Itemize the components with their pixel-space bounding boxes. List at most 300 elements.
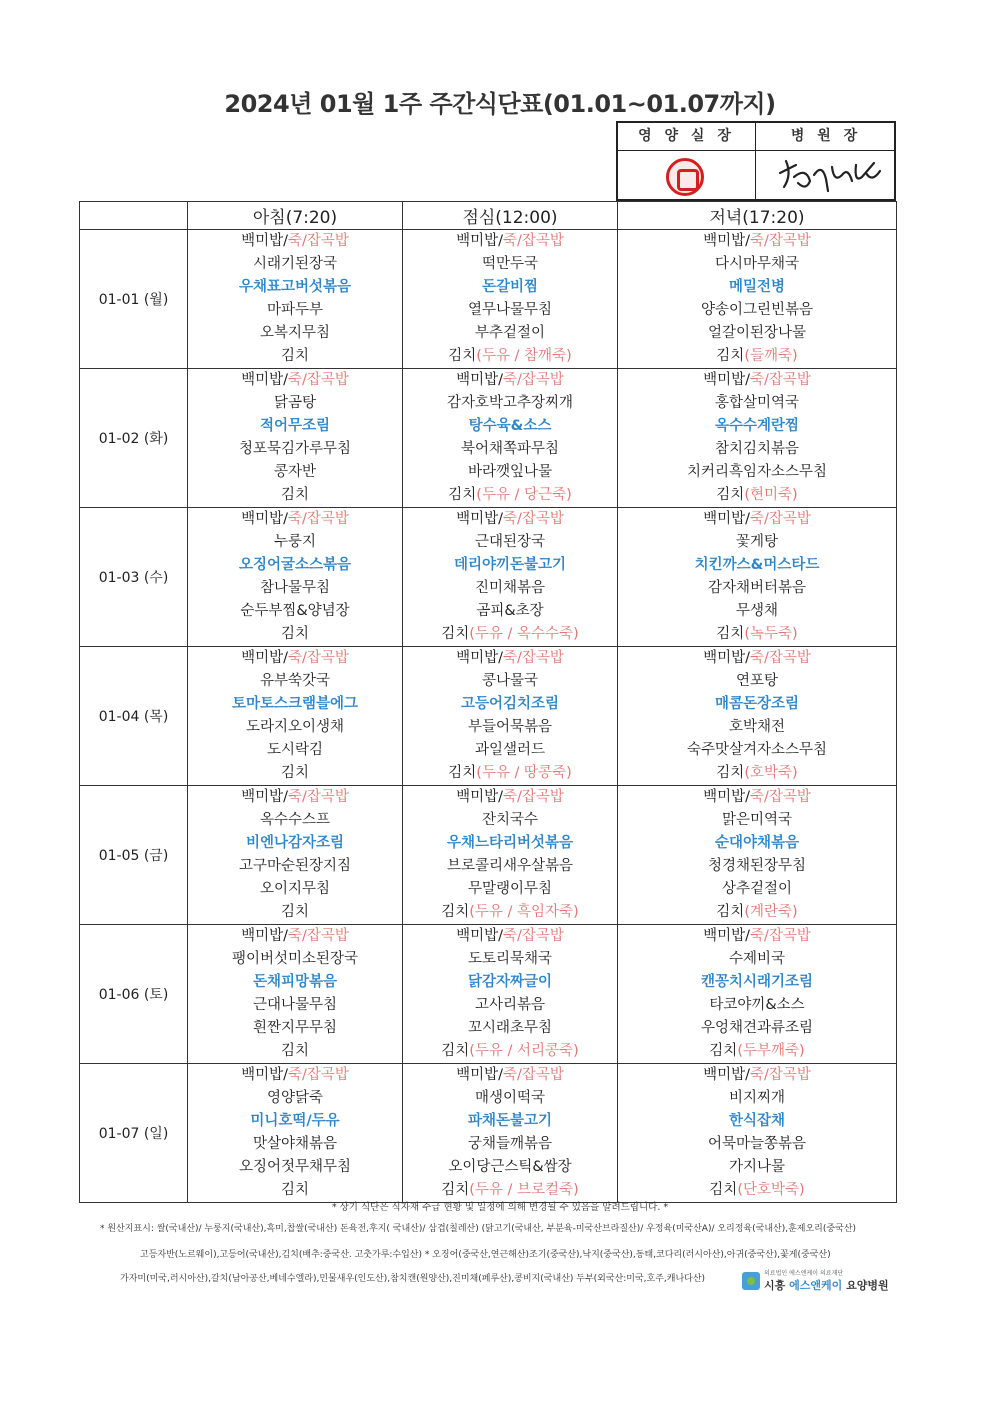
day-date: 01-02 (화) <box>80 369 188 508</box>
dish-item <box>618 948 896 971</box>
dish-text: 오이지무침 <box>259 881 331 897</box>
dish-item <box>403 1017 617 1040</box>
breakfast-cell <box>188 786 403 925</box>
rice-line <box>403 508 617 531</box>
dish-item <box>188 322 402 345</box>
breakfast-cell <box>188 369 403 508</box>
paren-open: ( <box>744 626 750 642</box>
rice-line <box>188 1064 402 1087</box>
rice-line <box>618 230 896 253</box>
dish-item <box>188 461 402 484</box>
dish-text: 적어무조림 <box>259 418 331 434</box>
hospital-logo <box>742 1268 889 1296</box>
dish-item <box>618 438 896 461</box>
dish-text: 김치 <box>441 1043 470 1059</box>
paren-open: ( <box>737 1182 743 1198</box>
dish-text: 고등어김치조림 <box>460 696 560 712</box>
dish-text: 도토리묵채국 <box>467 951 553 967</box>
porridge-extra: 현미죽 <box>749 487 793 503</box>
dish-text: 팽이버섯미소된장국 <box>231 951 359 967</box>
dish-item <box>188 438 402 461</box>
lunch-cell <box>403 230 618 369</box>
paren-close: ) <box>566 348 572 364</box>
dish-item <box>618 878 896 901</box>
dish-item <box>403 322 617 345</box>
breakfast-cell <box>188 1064 403 1203</box>
dish-item <box>188 392 402 415</box>
table-row <box>80 1064 897 1203</box>
main-dish <box>188 554 402 577</box>
dish-item <box>618 1133 896 1156</box>
dish-text: 콩나물국 <box>481 673 539 689</box>
rice-alt: 죽/잡곡밥 <box>502 650 564 666</box>
dish-text: 김치 <box>709 1043 738 1059</box>
approval-header-director: 병 원 장 <box>756 123 896 151</box>
main-dish <box>403 832 617 855</box>
dish-item <box>403 253 617 276</box>
rice-base: 백미밥/ <box>241 789 288 805</box>
paren-close: ) <box>799 1182 805 1198</box>
dish-item <box>403 670 617 693</box>
day-date: 01-03 (수) <box>80 508 188 647</box>
weekly-menu-table <box>79 201 897 1203</box>
dish-text: 오징어굴소스볶음 <box>238 557 352 573</box>
rice-alt: 죽/잡곡밥 <box>287 372 349 388</box>
dinner-cell <box>618 925 897 1064</box>
rice-line <box>188 508 402 531</box>
dish-text: 무생채 <box>735 603 779 619</box>
dish-text: 청경채된장무침 <box>707 858 807 874</box>
dish-text: 바라깻잎나물 <box>467 464 553 480</box>
dish-text: 다시마무채국 <box>714 256 800 272</box>
rice-base: 백미밥/ <box>456 928 503 944</box>
rice-base: 백미밥/ <box>241 511 288 527</box>
dish-item <box>403 855 617 878</box>
paren-close: ) <box>792 626 798 642</box>
dish-text: 근대된장국 <box>474 534 546 550</box>
porridge-extra: 두유 / 브로컬죽 <box>474 1182 574 1198</box>
lunch-cell <box>403 647 618 786</box>
dish-text: 떡만두국 <box>481 256 539 272</box>
paren-open: ( <box>744 348 750 364</box>
dish-item <box>403 1087 617 1110</box>
dish-item <box>188 878 402 901</box>
rice-line <box>403 925 617 948</box>
dish-item <box>188 809 402 832</box>
dinner-cell <box>618 508 897 647</box>
dish-item <box>618 670 896 693</box>
dish-item <box>618 716 896 739</box>
dish-text: 김치 <box>280 348 309 364</box>
dish-item <box>403 531 617 554</box>
rice-alt: 죽/잡곡밥 <box>749 1067 811 1083</box>
breakfast-cell <box>188 508 403 647</box>
rice-line <box>618 369 896 392</box>
porridge-extra: 두유 / 땅콩죽 <box>481 765 567 781</box>
rice-base: 백미밥/ <box>703 233 750 249</box>
dish-item <box>188 299 402 322</box>
dish-text: 참치김치볶음 <box>714 441 800 457</box>
dish-text: 오징어젓무채무침 <box>238 1159 352 1175</box>
rice-base: 백미밥/ <box>241 650 288 666</box>
lunch-cell <box>403 1064 618 1203</box>
main-dish <box>403 1110 617 1133</box>
dish-item <box>403 809 617 832</box>
header-breakfast: 아침(7:20) <box>188 202 403 230</box>
rice-alt: 죽/잡곡밥 <box>749 650 811 666</box>
day-date: 01-06 (토) <box>80 925 188 1064</box>
dish-item <box>188 531 402 554</box>
rice-base: 백미밥/ <box>456 511 503 527</box>
red-seal-icon <box>666 158 704 196</box>
main-dish <box>403 693 617 716</box>
dish-item <box>618 855 896 878</box>
dish-text: 맑은미역국 <box>721 812 793 828</box>
rice-alt: 죽/잡곡밥 <box>502 789 564 805</box>
origin-line-3: 가자미(미국,러시아산),갈치(남아공산,베네수엘라),민물새우(인도산),참치캔(원양산),진미채(페루산),콩비지(국내산) 두부(외국산:미국,호주,캐나다산) <box>120 1274 706 1284</box>
main-dish <box>403 276 617 299</box>
porridge-extra: 두유 / 당근죽 <box>481 487 567 503</box>
dish-text: 김치 <box>280 765 309 781</box>
dish-item <box>403 438 617 461</box>
dish-item <box>188 739 402 762</box>
rice-alt: 죽/잡곡밥 <box>502 233 564 249</box>
dish-text: 상추겉절이 <box>721 881 793 897</box>
dish-text: 진미채볶음 <box>474 580 546 596</box>
dish-text: 근대나물무침 <box>252 997 338 1013</box>
dish-text: 연포탕 <box>735 673 779 689</box>
hospital-name: 시흥 에스앤케이 요양병원 <box>764 1279 889 1292</box>
dish-text: 부추겉절이 <box>474 325 546 341</box>
lunch-cell <box>403 925 618 1064</box>
dish-text: 김치 <box>716 904 745 920</box>
rice-line <box>403 647 617 670</box>
day-date: 01-05 (금) <box>80 786 188 925</box>
dish-text: 북어채쪽파무침 <box>460 441 560 457</box>
hospital-tagline: 의료법인 에스앤케이 의료재단 <box>764 1270 844 1277</box>
rice-alt: 죽/잡곡밥 <box>287 511 349 527</box>
page-title: 2024년 01월 1주 주간식단표(01.01~01.07까지) <box>224 90 776 118</box>
dish-item <box>618 577 896 600</box>
porridge-extra: 들깨죽 <box>749 348 793 364</box>
dish-text: 꽃게탕 <box>735 534 779 550</box>
dish-text: 김치 <box>280 626 309 642</box>
day-date: 01-01 (월) <box>80 230 188 369</box>
main-dish <box>188 971 402 994</box>
dish-item <box>618 484 896 507</box>
dish-text: 한식잡채 <box>728 1113 786 1129</box>
dish-text: 영양닭죽 <box>266 1090 324 1106</box>
dish-text: 토마토스크램블에그 <box>231 696 359 712</box>
dish-item <box>403 878 617 901</box>
dish-item <box>188 1133 402 1156</box>
menu-header-row <box>80 202 897 230</box>
porridge-extra: 두유 / 옥수수죽 <box>474 626 574 642</box>
porridge-extra: 단호박죽 <box>742 1182 800 1198</box>
approval-box <box>616 121 896 201</box>
rice-base: 백미밥/ <box>456 372 503 388</box>
dish-text: 감자호박고추장찌개 <box>446 395 574 411</box>
dish-text: 김치 <box>716 348 745 364</box>
dish-text: 김치 <box>709 1182 738 1198</box>
dish-text: 옥수수스프 <box>259 812 331 828</box>
dish-item <box>403 762 617 785</box>
rice-line <box>618 925 896 948</box>
breakfast-cell <box>188 647 403 786</box>
dish-text: 시래기된장국 <box>252 256 338 272</box>
dish-item <box>188 948 402 971</box>
dish-item <box>618 345 896 368</box>
dish-item <box>403 948 617 971</box>
rice-line <box>403 230 617 253</box>
origin-line-2: 고등자반(노르웨이),고등어(국내산),김치(배추:중국산. 고춧가루:수입산) * 오징어(중국산,연근해산)조기(중국산),낙지(중국산),동태,코다리(러시아산),아귀(중국산),꽃게(중국산) <box>140 1250 831 1260</box>
dish-text: 미니호떡/두유 <box>250 1113 340 1129</box>
dish-text: 매생이떡국 <box>474 1090 546 1106</box>
hospital-logo-icon <box>742 1272 760 1290</box>
dish-item <box>188 762 402 785</box>
paren-close: ) <box>566 487 572 503</box>
dish-text: 김치 <box>441 626 470 642</box>
dish-item <box>618 531 896 554</box>
dish-item <box>403 1133 617 1156</box>
approval-seal-cell <box>618 151 756 201</box>
dish-item <box>618 600 896 623</box>
approval-signature-cell <box>756 151 896 201</box>
porridge-extra: 두유 / 참깨죽 <box>481 348 567 364</box>
rice-base: 백미밥/ <box>241 372 288 388</box>
table-row <box>80 369 897 508</box>
rice-base: 백미밥/ <box>703 928 750 944</box>
rice-alt: 죽/잡곡밥 <box>749 928 811 944</box>
dish-text: 홍합살미역국 <box>714 395 800 411</box>
porridge-extra: 계란죽 <box>749 904 793 920</box>
rice-line <box>403 786 617 809</box>
day-date: 01-07 (일) <box>80 1064 188 1203</box>
dish-text: 탕수육&소스 <box>468 418 552 434</box>
paren-close: ) <box>799 1043 805 1059</box>
lunch-cell <box>403 508 618 647</box>
header-dinner: 저녁(17:20) <box>618 202 897 230</box>
paren-open: ( <box>476 487 482 503</box>
paren-close: ) <box>573 1043 579 1059</box>
rice-line <box>618 1064 896 1087</box>
dish-item <box>188 1017 402 1040</box>
dish-text: 김치 <box>280 1182 309 1198</box>
dish-text: 어묵마늘쫑볶음 <box>707 1136 807 1152</box>
rice-line <box>188 925 402 948</box>
rice-line <box>188 786 402 809</box>
dish-text: 도시락김 <box>266 742 324 758</box>
main-dish <box>618 276 896 299</box>
dinner-cell <box>618 786 897 925</box>
dish-item <box>403 345 617 368</box>
rice-base: 백미밥/ <box>703 511 750 527</box>
table-row <box>80 647 897 786</box>
dish-item <box>618 392 896 415</box>
dish-text: 마파두부 <box>266 302 324 318</box>
dish-text: 참나물무침 <box>259 580 331 596</box>
dish-text: 호박채전 <box>728 719 786 735</box>
dish-text: 매콤돈장조림 <box>714 696 800 712</box>
rice-alt: 죽/잡곡밥 <box>287 1067 349 1083</box>
change-notice: * 상기 식단은 식자재 수급 현황 및 일정에 의해 변경될 수 있음을 알려드립니다. * <box>331 1202 669 1213</box>
rice-base: 백미밥/ <box>703 372 750 388</box>
rice-base: 백미밥/ <box>703 1067 750 1083</box>
dish-item <box>618 1156 896 1179</box>
dish-item <box>403 299 617 322</box>
dish-item <box>188 855 402 878</box>
main-dish <box>188 832 402 855</box>
day-date: 01-04 (목) <box>80 647 188 786</box>
rice-line <box>403 1064 617 1087</box>
dish-text: 흰짠지무무침 <box>252 1020 338 1036</box>
rice-base: 백미밥/ <box>703 789 750 805</box>
dinner-cell <box>618 647 897 786</box>
dish-text: 데리야끼돈불고기 <box>453 557 567 573</box>
rice-line <box>188 230 402 253</box>
rice-alt: 죽/잡곡밥 <box>502 1067 564 1083</box>
rice-line <box>188 647 402 670</box>
main-dish <box>618 1110 896 1133</box>
paren-open: ( <box>476 765 482 781</box>
dish-text: 우채느타리버섯볶음 <box>446 835 574 851</box>
rice-alt: 죽/잡곡밥 <box>502 511 564 527</box>
rice-base: 백미밥/ <box>456 789 503 805</box>
dish-item <box>618 253 896 276</box>
lunch-cell <box>403 786 618 925</box>
main-dish <box>618 693 896 716</box>
dish-text: 꼬시래초무침 <box>467 1020 553 1036</box>
rice-alt: 죽/잡곡밥 <box>749 789 811 805</box>
main-dish <box>618 832 896 855</box>
rice-alt: 죽/잡곡밥 <box>749 372 811 388</box>
paren-close: ) <box>573 904 579 920</box>
dish-item <box>403 716 617 739</box>
rice-alt: 죽/잡곡밥 <box>502 928 564 944</box>
dish-item <box>618 461 896 484</box>
table-row <box>80 786 897 925</box>
dish-item <box>618 1087 896 1110</box>
paren-open: ( <box>744 904 750 920</box>
dish-item <box>403 901 617 924</box>
dish-text: 순대야채볶음 <box>714 835 800 851</box>
dish-item <box>403 1156 617 1179</box>
dinner-cell <box>618 369 897 508</box>
dish-text: 닭곰탕 <box>273 395 317 411</box>
dish-item <box>188 994 402 1017</box>
dish-text: 고구마순된장지짐 <box>238 858 352 874</box>
dish-text: 순두부찜&양념장 <box>240 603 350 619</box>
dinner-cell <box>618 1064 897 1203</box>
dish-item <box>188 1040 402 1063</box>
dish-text: 유부쑥갓국 <box>259 673 331 689</box>
dish-item <box>188 600 402 623</box>
approval-header-nutrition: 영 양 실 장 <box>618 123 756 151</box>
dish-text: 가지나물 <box>728 1159 786 1175</box>
dish-text: 비엔나감자조림 <box>245 835 345 851</box>
dish-text: 김치 <box>280 904 309 920</box>
dish-item <box>403 994 617 1017</box>
dish-text: 치커리흑임자소스무침 <box>686 464 828 480</box>
dish-text: 김치 <box>280 487 309 503</box>
rice-alt: 죽/잡곡밥 <box>287 650 349 666</box>
porridge-extra: 두부깨죽 <box>742 1043 800 1059</box>
dish-item <box>403 600 617 623</box>
dish-text: 캔꽁치시래기조림 <box>700 974 814 990</box>
dish-text: 콩자반 <box>273 464 317 480</box>
dish-text: 수제비국 <box>728 951 786 967</box>
rice-base: 백미밥/ <box>456 650 503 666</box>
rice-line <box>188 369 402 392</box>
main-dish <box>188 276 402 299</box>
dish-item <box>188 484 402 507</box>
rice-base: 백미밥/ <box>456 1067 503 1083</box>
dish-text: 브로콜리새우살볶음 <box>446 858 574 874</box>
dish-item <box>403 739 617 762</box>
paren-close: ) <box>573 626 579 642</box>
dish-text: 파채돈불고기 <box>467 1113 553 1129</box>
dish-text: 무말랭이무침 <box>467 881 553 897</box>
rice-base: 백미밥/ <box>241 233 288 249</box>
paren-close: ) <box>792 904 798 920</box>
rice-alt: 죽/잡곡밥 <box>287 789 349 805</box>
main-dish <box>403 415 617 438</box>
table-row <box>80 230 897 369</box>
dish-item <box>403 484 617 507</box>
dish-item <box>188 253 402 276</box>
dish-item <box>188 1087 402 1110</box>
main-dish <box>403 554 617 577</box>
paren-open: ( <box>469 1182 475 1198</box>
main-dish <box>403 971 617 994</box>
rice-base: 백미밥/ <box>703 650 750 666</box>
porridge-extra: 녹두죽 <box>749 626 793 642</box>
dish-text: 고사리볶음 <box>474 997 546 1013</box>
main-dish <box>618 415 896 438</box>
dish-item <box>618 739 896 762</box>
rice-base: 백미밥/ <box>241 928 288 944</box>
dish-item <box>188 716 402 739</box>
dish-text: 돈갈비찜 <box>481 279 539 295</box>
origin-line-1: * 원산지표시: 쌀(국내산)/ 누룽지(국내산),흑미,찹쌀(국내산) 돈육전,후지( 국내산)/ 삼겹(칠레산) (닭고기(국내산, 부분육-미국산브라질산)/ 우정육(미국산A)/ 오리정육(국내산),훈제오리(중국산) <box>100 1224 856 1234</box>
dish-text: 맛살야채볶음 <box>252 1136 338 1152</box>
rice-base: 백미밥/ <box>241 1067 288 1083</box>
dish-item <box>403 623 617 646</box>
signature-icon <box>762 153 890 197</box>
breakfast-cell <box>188 925 403 1064</box>
dish-item <box>403 392 617 415</box>
paren-close: ) <box>792 487 798 503</box>
dish-text: 닭감자짜글이 <box>467 974 553 990</box>
dish-text: 오복지무침 <box>259 325 331 341</box>
table-row <box>80 925 897 1064</box>
dish-item <box>403 461 617 484</box>
main-dish <box>618 971 896 994</box>
header-empty <box>80 202 188 230</box>
dish-text: 얼갈이된장나물 <box>707 325 807 341</box>
dish-item <box>188 901 402 924</box>
dish-text: 김치 <box>448 765 477 781</box>
table-row <box>80 508 897 647</box>
dish-text: 과일샐러드 <box>474 742 546 758</box>
dish-text: 양송이그린빈볶음 <box>700 302 814 318</box>
rice-line <box>618 786 896 809</box>
lunch-cell <box>403 369 618 508</box>
dish-text: 오이당근스틱&쌈장 <box>448 1159 572 1175</box>
dish-text: 곰피&초장 <box>476 603 544 619</box>
dish-text: 김치 <box>716 626 745 642</box>
paren-close: ) <box>573 1182 579 1198</box>
